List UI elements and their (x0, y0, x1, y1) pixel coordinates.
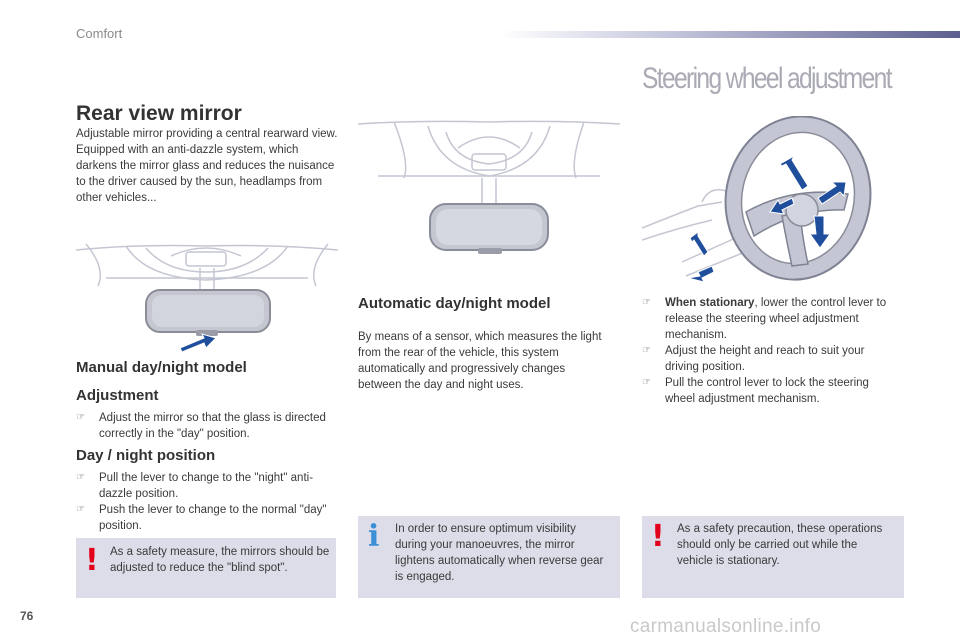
list-item: ☞ Pull the lever to change to the "night" anti-dazzle position. (76, 472, 314, 500)
day-night-list (76, 470, 340, 534)
bullet-icon: ☞ (642, 345, 651, 356)
page-title: Steering wheel adjustment (642, 62, 891, 95)
adjustment-list (76, 410, 340, 442)
list-item (642, 295, 894, 343)
bullet-icon: ☞ (642, 377, 651, 388)
manual-mirror-illustration (76, 238, 338, 358)
intro-line-2: Equipped with an anti-dazzle system, which darkens the mirror glass and reduces the nuisance to the driver caused by the sun, headlamps from other vehicles... (76, 144, 335, 204)
section-header: Comfort (76, 26, 123, 41)
warning-icon: ! (85, 543, 99, 578)
info-box (358, 516, 620, 598)
rear-view-mirror-title: Rear view mirror (76, 102, 242, 125)
bullet-icon: ☞ (642, 297, 651, 308)
steering-steps-list (642, 295, 894, 407)
step1-text: , lower the control lever to release the steering wheel adjustment mechanism. (665, 297, 887, 341)
automatic-model-title: Automatic day/night model (358, 295, 551, 312)
warning-icon: ! (651, 519, 665, 554)
automatic-model-text: By means of a sensor, which measures the light from the rear of the vehicle, this system automatically and progressively changes between the day and night uses. (358, 331, 602, 391)
list-item: ☞ Adjust the mirror so that the glass is directed correctly in the "day" position. (76, 412, 326, 440)
bullet-icon: ☞ (76, 412, 85, 423)
steering-warning-text: As a safety precaution, these operations should only be carried out while the vehicle is stationary. (677, 523, 883, 567)
list-item: ☞ Adjust the height and reach to suit your driving position. (642, 345, 865, 373)
step1-bold: When stationary (665, 297, 755, 309)
adjustment-title: Adjustment (76, 387, 159, 404)
steering-warning-box (642, 516, 904, 598)
list-item: ☞ Pull the control lever to lock the steering wheel adjustment mechanism. (642, 377, 869, 405)
bullet-icon: ☞ (76, 472, 85, 483)
intro-line-1: Adjustable mirror providing a central rearward view. (76, 128, 338, 140)
rear-mirror-intro (76, 126, 338, 206)
page-number: 76 (20, 609, 34, 623)
day-night-position-title: Day / night position (76, 447, 216, 464)
header-bar (500, 31, 960, 38)
list-item: ☞ Push the lever to change to the normal "day" position. (76, 504, 327, 532)
info-icon: i (368, 519, 380, 554)
bullet-icon: ☞ (76, 504, 85, 515)
manual-warning-text: As a safety measure, the mirrors should be adjusted to reduce the "blind spot". (110, 546, 330, 574)
steering-wheel-illustration (642, 116, 904, 288)
manual-model-title: Manual day/night model (76, 359, 247, 376)
manual-warning-box (76, 538, 336, 598)
automatic-mirror-illustration (358, 118, 620, 256)
info-text: In order to ensure optimum visibility during your manoeuvres, the mirror lightens automatically when reverse gear is engaged. (395, 523, 604, 583)
watermark: carmanualsonline.info (630, 616, 822, 637)
